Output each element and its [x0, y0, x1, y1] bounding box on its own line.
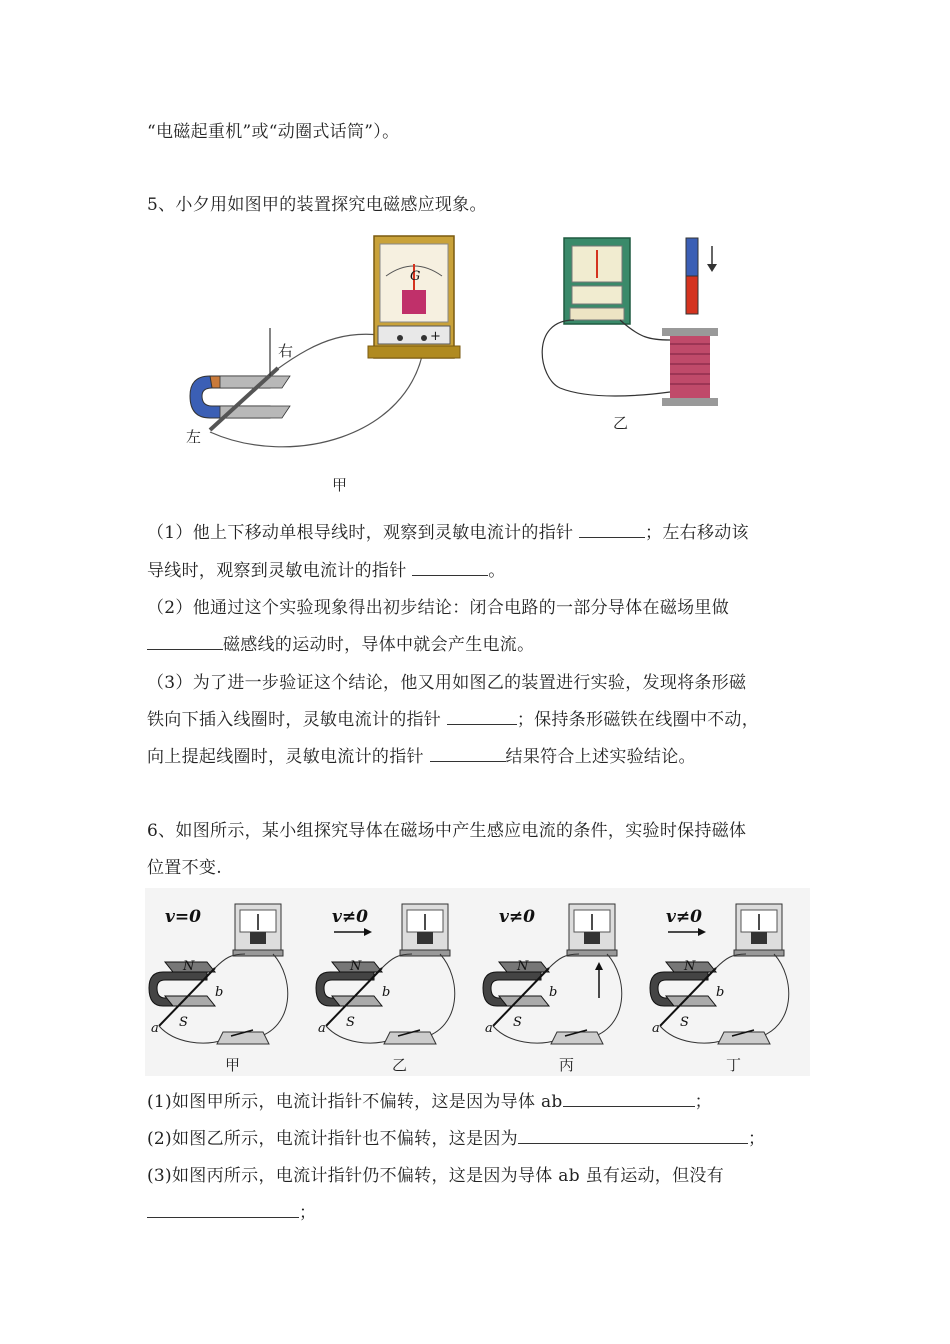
answer-blank[interactable] — [430, 747, 506, 762]
question-6-title-2: 位置不变. — [147, 858, 222, 878]
answer-blank[interactable] — [147, 635, 223, 650]
svg-text:+: + — [430, 329, 441, 344]
label-b: b — [716, 985, 725, 1000]
velocity-label: v≠0 — [666, 907, 702, 927]
q5-line-5: （3）为了进一步验证这个结论，他又用如图乙的装置进行实验，发现将条形磁 — [147, 673, 747, 693]
q6-line-3: (3)如图丙所示，电流计指针仍不偏转，这是因为导体 ab 虽有运动，但没有 — [147, 1166, 725, 1186]
galvanometer-yi — [564, 238, 630, 324]
pole-n-label: N — [684, 959, 696, 974]
galvanometer — [734, 904, 784, 956]
velocity-label: v≠0 — [332, 907, 368, 927]
label-left: 左 — [186, 428, 202, 446]
question-5-title: 5、小夕用如图甲的装置探究电磁感应现象。 — [147, 195, 487, 215]
coil — [662, 328, 718, 406]
pole-s-label: S — [513, 1015, 522, 1030]
galvanometer — [233, 904, 283, 956]
panel-caption: 丁 — [726, 1056, 742, 1074]
switch — [551, 1030, 603, 1044]
label-b: b — [215, 985, 224, 1000]
answer-blank[interactable] — [563, 1092, 695, 1107]
q5-line-4: 磁感线的运动时，导体中就会产生电流。 — [147, 630, 534, 655]
label-a: a — [318, 1021, 326, 1036]
pole-n-label: N — [183, 959, 195, 974]
horseshoe-magnet — [190, 376, 290, 418]
velocity-label: v≠0 — [499, 907, 535, 927]
q6-line-1: (1)如图甲所示，电流计指针不偏转，这是因为导体 ab ； — [147, 1092, 712, 1112]
pole-n-label: N — [517, 959, 529, 974]
answer-blank[interactable] — [579, 523, 645, 538]
pole-s-label: S — [179, 1015, 188, 1030]
bar-magnet — [686, 238, 717, 314]
galvanometer — [400, 904, 450, 956]
q5-line-1: （1）他上下移动单根导线时，观察到灵敏电流计的指针 ；左右移动该 — [147, 523, 749, 543]
panel-caption: 甲 — [225, 1056, 241, 1074]
caption-jia: 甲 — [332, 476, 348, 494]
label-right: 右 — [278, 342, 294, 360]
q6-line-4: ； — [147, 1198, 316, 1223]
svg-text:G: G — [410, 269, 421, 284]
label-a: a — [151, 1021, 159, 1036]
text-line: “电磁起重机”或“动圈式话筒”）。 — [147, 122, 400, 142]
switch — [384, 1030, 436, 1044]
figure-6 — [145, 888, 810, 1076]
label-b: b — [382, 985, 391, 1000]
panel-caption: 丙 — [559, 1056, 575, 1074]
caption-yi: 乙 — [613, 414, 629, 432]
answer-blank[interactable] — [447, 710, 517, 725]
switch — [718, 1030, 770, 1044]
galvanometer — [567, 904, 617, 956]
question-6-title: 6、如图所示，某小组探究导体在磁场中产生感应电流的条件，实验时保持磁体 — [147, 821, 747, 841]
answer-blank[interactable] — [412, 561, 488, 576]
panel-caption: 乙 — [392, 1056, 408, 1074]
label-a: a — [652, 1021, 660, 1036]
pole-n-label: N — [350, 959, 362, 974]
switch — [217, 1030, 269, 1044]
q6-line-2: (2)如图乙所示，电流计指针也不偏转，这是因为 ； — [147, 1129, 766, 1149]
label-a: a — [485, 1021, 493, 1036]
q5-line-7: 向上提起线圈时，灵敏电流计的指针 结果符合上述实验结论。 — [147, 747, 696, 767]
answer-blank[interactable] — [147, 1203, 299, 1218]
answer-blank[interactable] — [518, 1129, 748, 1144]
label-b: b — [549, 985, 558, 1000]
q5-line-3: （2）他通过这个实验现象得出初步结论：闭合电路的一部分导体在磁场里做 — [147, 598, 730, 618]
figure-5 — [180, 228, 740, 498]
pole-s-label: S — [680, 1015, 689, 1030]
q5-line-2: 导线时，观察到灵敏电流计的指针 。 — [147, 561, 506, 581]
pole-s-label: S — [346, 1015, 355, 1030]
velocity-label: v=0 — [165, 907, 201, 927]
q5-line-6: 铁向下插入线圈时，灵敏电流计的指针 ；保持条形磁铁在线圈中不动， — [147, 710, 760, 730]
galvanometer — [368, 236, 460, 358]
